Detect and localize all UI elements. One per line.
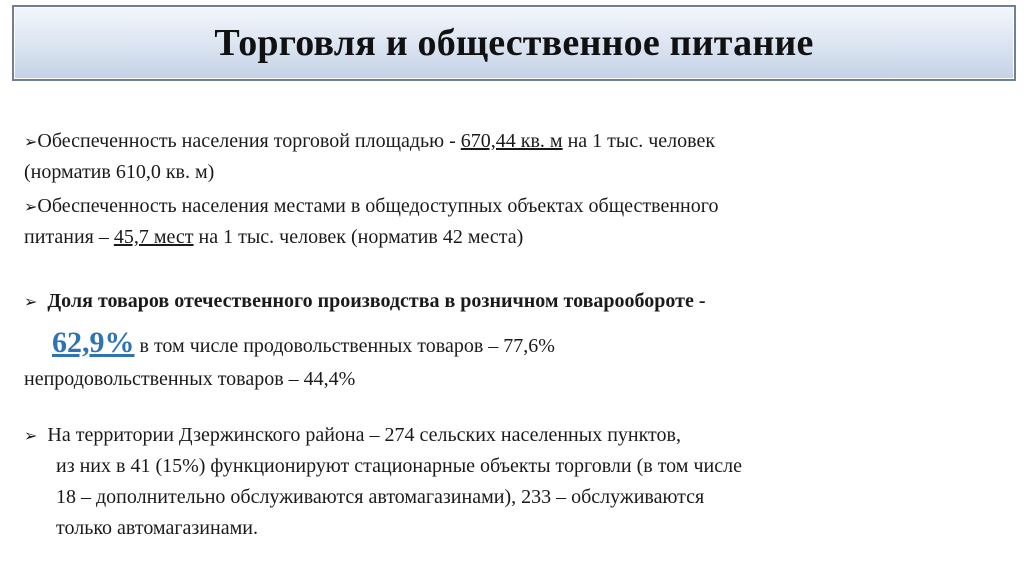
item-text: Обеспеченность населения местами в общедоступных объектах общественного — [37, 195, 719, 217]
bullet-item-settlements-line3: 18 – дополнительно обслуживаются автомагазинами), 233 – обслуживаются — [56, 486, 705, 508]
arrow-bullet-icon: ➢ — [24, 197, 38, 216]
item-text: на 1 тыс. человек — [562, 130, 716, 152]
arrow-bullet-icon: ➢ — [24, 426, 38, 445]
item-text: в том числе продовольственных товаров – 77,6% — [134, 335, 555, 357]
bullet-item-trade-area — [24, 126, 715, 157]
page-title: Торговля и общественное питание — [214, 22, 814, 64]
item-text: На территории Дзержинского района – 274 сельских населенных пунктов, — [47, 424, 681, 446]
arrow-bullet-icon: ➢ — [24, 292, 38, 311]
bullet-item-catering — [24, 191, 718, 222]
bullet-item-trade-area-norm: (норматив 610,0 кв. м) — [24, 161, 215, 183]
bullet-item-domestic-share-line3: непродовольственных товаров – 44,4% — [24, 368, 356, 390]
item-text: питания – — [24, 226, 114, 248]
title-banner — [12, 5, 1016, 81]
domestic-share-value: 62,9% — [52, 326, 135, 359]
bullet-item-settlements-line2: из них в 41 (15%) функционируют стационарные объекты торговли (в том числе — [56, 455, 742, 477]
bullet-item-catering-line2 — [24, 222, 523, 253]
bullet-item-settlements — [24, 420, 681, 451]
trade-area-value: 670,44 кв. м — [460, 130, 563, 152]
bullet-item-domestic-share — [24, 286, 706, 317]
item-text: на 1 тыс. человек (норматив 42 места) — [193, 226, 524, 248]
arrow-bullet-icon: ➢ — [24, 132, 38, 151]
item-text: Обеспеченность населения торговой площадью - — [37, 130, 461, 152]
bullet-item-settlements-line4: только автомагазинами. — [56, 517, 258, 539]
catering-seats-value: 45,7 мест — [113, 226, 194, 248]
item-text: Доля товаров отечественного производства в розничном товарообороте - — [47, 290, 706, 312]
bullet-item-domestic-share-line2 — [52, 325, 555, 364]
